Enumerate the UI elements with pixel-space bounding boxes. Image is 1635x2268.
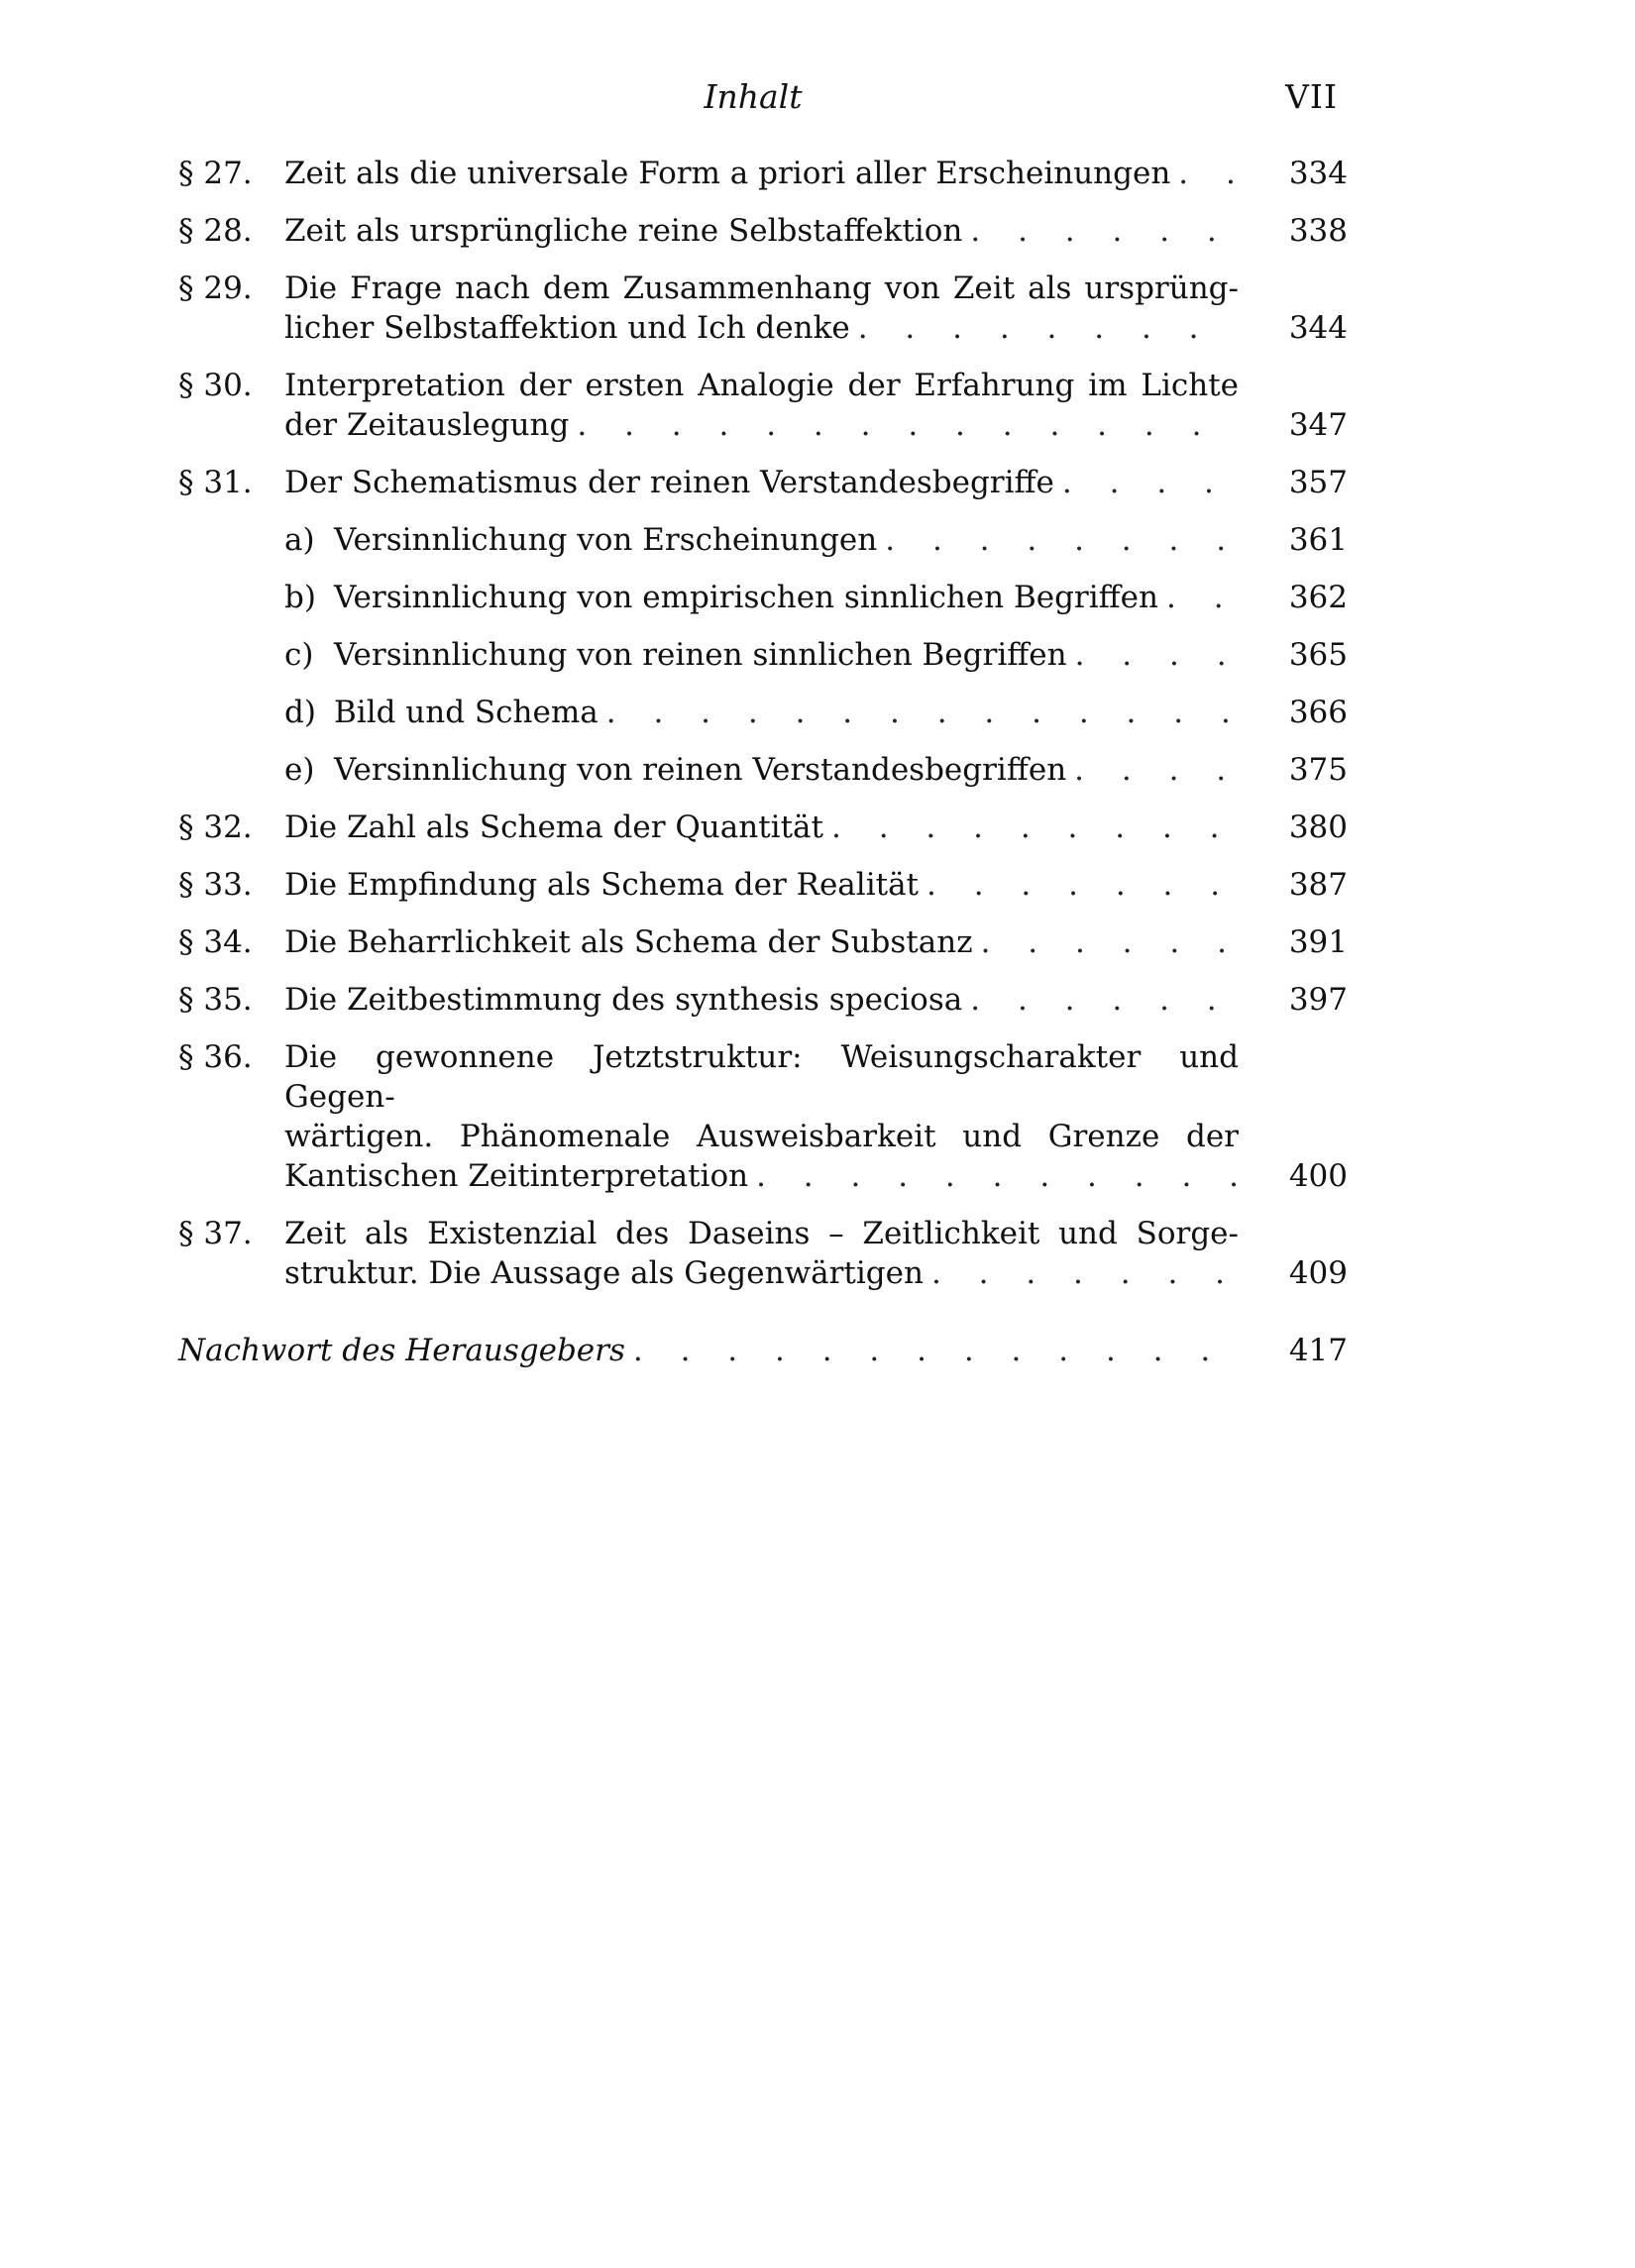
toc-entry-33 [178,865,1348,905]
entry-title: Der Schematismus der reinen Verstandesbegriffe [284,465,1054,500]
entry-title-line: Zeit als Existenzial des Daseins – Zeitlichkeit und Sorge- [284,1216,1239,1251]
entry-title: Die Zahl als Schema der Quantität [284,810,823,845]
section-number: § 31. [178,465,253,500]
toc-entry-37 [178,1214,1348,1293]
section-number: § 28. [178,213,253,249]
section-number: § 33. [178,867,253,903]
dot-leader [962,211,1239,251]
section-number: § 34. [178,924,253,960]
page-number: 347 [1288,407,1348,443]
dot-leader [1158,578,1239,617]
subentry-title: Versinnlichung von reinen sinnlichen Begriffen [334,637,1067,673]
section-number: § 35. [178,982,253,1018]
subentry-title: Versinnlichung von Erscheinungen [334,522,878,558]
toc-entry-36 [178,1037,1348,1196]
dot-leader [823,808,1239,847]
running-header-page-number: VII [1285,77,1338,116]
entry-title: Zeit als ursprüngliche reine Selbstaffektion [284,213,963,249]
entry-title-line: Interpretation der ersten Analogie der Erfahrung im Lichte [284,368,1239,403]
toc-subentry-a [178,520,1348,560]
toc-entry-35 [178,980,1348,1020]
toc-subentry-c [178,635,1348,675]
section-number: § 32. [178,810,253,845]
dot-leader [924,1253,1239,1293]
dot-leader [1066,750,1239,790]
page-number: 365 [1288,637,1348,673]
page-number: 391 [1288,924,1348,960]
subentry-title: Bild und Schema [334,695,599,730]
section-number: § 27. [178,156,253,191]
page-number: 361 [1288,522,1348,558]
page-number: 357 [1288,465,1348,500]
subentry-title: Versinnlichung von empirischen sinnlichen Begriffen [334,580,1158,615]
table-of-contents [178,154,1348,1388]
toc-entry-32 [178,808,1348,847]
subentry-letter: c) [284,637,314,673]
dot-leader [625,1331,1239,1370]
page-number: 334 [1288,156,1348,191]
dot-leader [973,922,1239,962]
subentry-title: Versinnlichung von reinen Verstandesbegriffen [334,752,1067,788]
entry-title-line: Die gewonnene Jetztstruktur: Weisungscharakter und Gegen- [284,1039,1239,1115]
dot-leader [919,865,1239,905]
running-header-title: Inhalt [704,77,803,116]
dot-leader [1067,635,1239,675]
entry-title-line: struktur. Die Aussage als Gegenwärtigen [284,1255,924,1291]
page-number: 397 [1288,982,1348,1018]
page-number: 400 [1288,1158,1348,1194]
entry-title: Die Empfindung als Schema der Realität [284,867,920,903]
dot-leader [1054,463,1239,502]
toc-entry-afterword [178,1331,1348,1370]
page-number: 417 [1288,1333,1348,1368]
entry-title-line: Kantischen Zeitinterpretation [284,1158,749,1194]
subentry-letter: d) [284,695,316,730]
entry-title: Die Beharrlichkeit als Schema der Substanz [284,924,973,960]
entry-title-line: licher Selbstaffektion und Ich denke [284,310,850,346]
page-number: 366 [1288,695,1348,730]
dot-leader [599,693,1239,732]
entry-title: Die Zeitbestimmung des synthesis speciosa [284,982,963,1018]
dot-leader [1170,154,1239,193]
toc-subentry-d [178,693,1348,732]
page-number: 387 [1288,867,1348,903]
subentry-letter: a) [284,522,315,558]
toc-subentry-b [178,578,1348,617]
toc-entry-27 [178,154,1348,193]
page-number: 338 [1288,213,1348,249]
toc-entry-34 [178,922,1348,962]
toc-subentry-e [178,750,1348,790]
section-number: § 30. [178,368,253,403]
page-number: 380 [1288,810,1348,845]
subentry-letter: b) [284,580,316,615]
dot-leader [962,980,1239,1020]
dot-leader [748,1156,1239,1196]
subentry-letter: e) [284,752,315,788]
entry-title: Nachwort des Herausgebers [178,1333,625,1368]
page-number: 344 [1288,310,1348,346]
section-number: § 37. [178,1216,253,1251]
toc-entry-29 [178,269,1348,348]
dot-leader [850,308,1239,348]
toc-entry-31 [178,463,1348,502]
toc-entry-28 [178,211,1348,251]
dot-leader [569,405,1239,445]
page-number: 375 [1288,752,1348,788]
entry-title: Zeit als die universale Form a priori aller Erscheinungen [284,156,1171,191]
page-number: 362 [1288,580,1348,615]
entry-title-line: wärtigen. Phänomenale Ausweisbarkeit und Grenze der [284,1119,1239,1154]
section-number: § 36. [178,1039,253,1075]
toc-entry-30 [178,366,1348,445]
page-number: 409 [1288,1255,1348,1291]
entry-title-line: Die Frage nach dem Zusammenhang von Zeit als ursprüng- [284,270,1239,306]
entry-title-line: der Zeitauslegung [284,407,570,443]
dot-leader [877,520,1239,560]
section-number: § 29. [178,270,253,306]
